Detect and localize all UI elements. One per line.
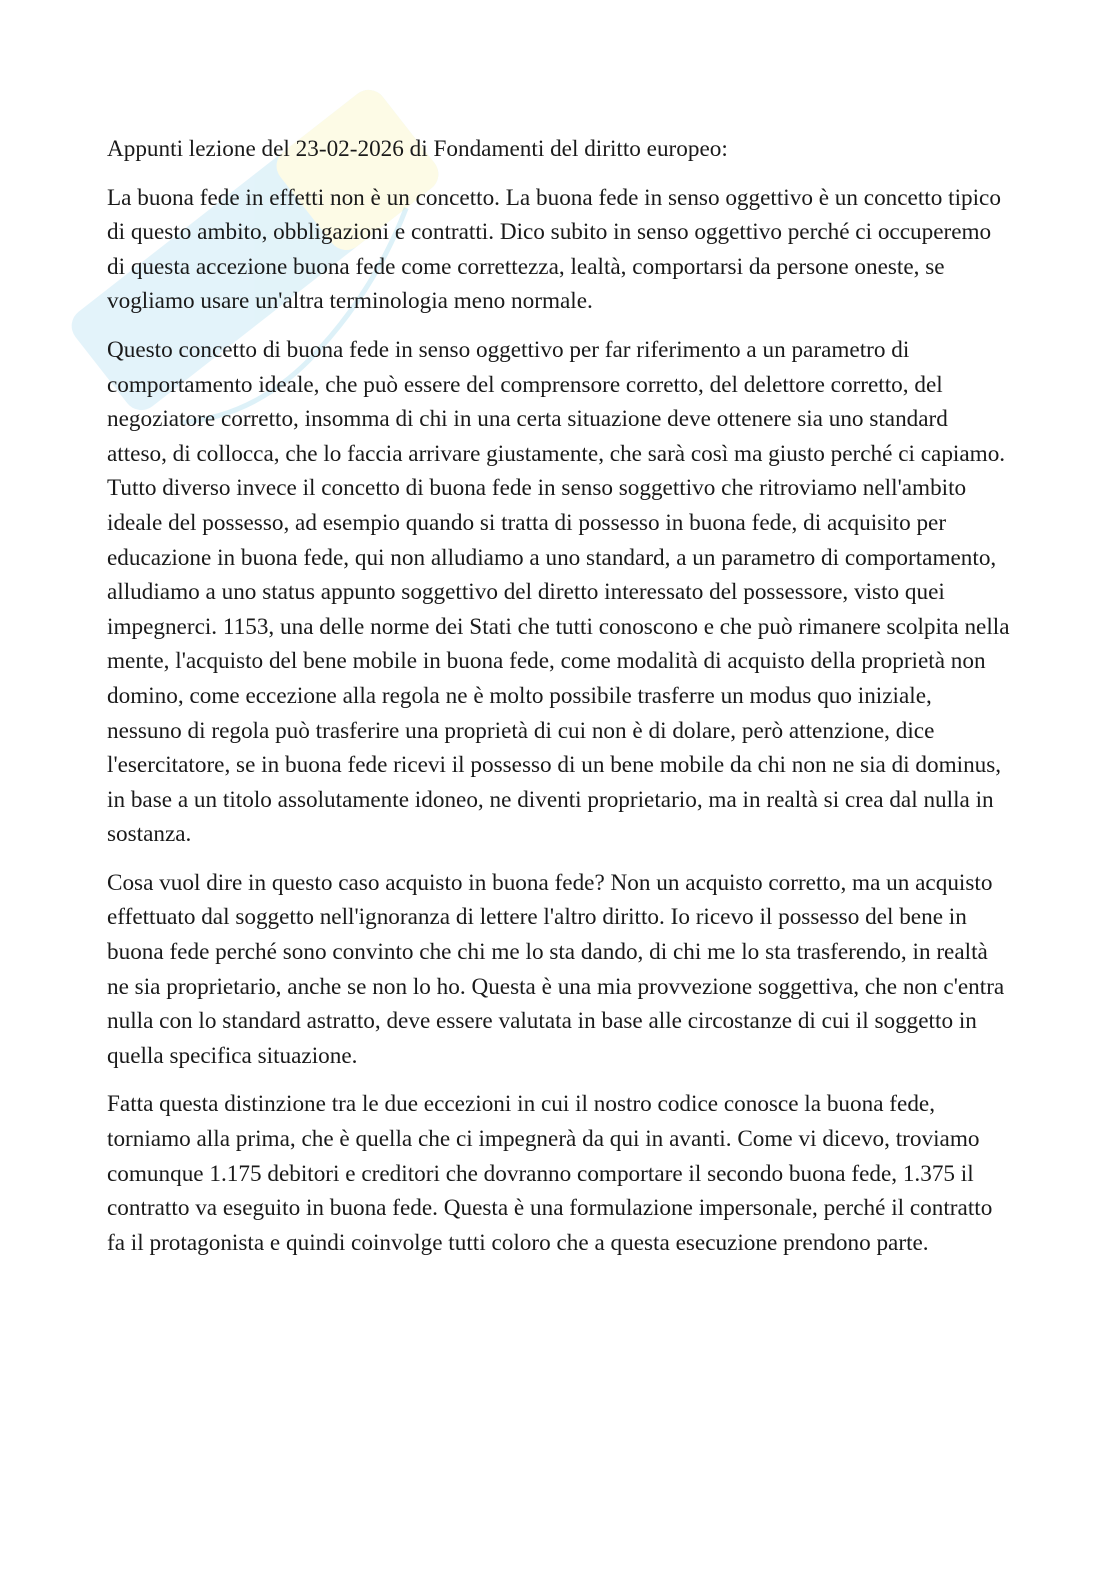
- document-body: [107, 132, 1012, 1274]
- paragraph-1: La buona fede in effetti non è un concetto. La buona fede in senso oggettivo è un concetto tipico di questo ambito, obbligazioni e contratti. Dico subito in senso oggettivo perché ci occuperemo di questa accezione buona fede come correttezza, lealtà, comportarsi da persone oneste, se vogliamo usare un'altra terminologia meno normale.: [107, 184, 1001, 315]
- document-title: Appunti lezione del 23-02-2026 di Fondamenti del diritto europeo:: [107, 136, 728, 162]
- paragraph-2: Questo concetto di buona fede in senso oggettivo per far riferimento a un parametro di comportamento ideale, che può essere del comprensore corretto, del delettore corretto, del negoziatore corretto, insomma di chi in una certa situazione deve ottenere sia uno standard atteso, di collocca, che lo faccia arrivare giustamente, che sarà così ma giusto perché ci capiamo. Tutto diverso invece il concetto di buona fede in senso soggettivo che ritroviamo nell'ambito ideale del possesso, ad esempio quando si tratta di possesso in buona fede, di acquisito per educazione in buona fede, qui non alludiamo a uno standard, a un parametro di comportamento, alludiamo a uno status appunto soggettivo del diretto interessato del possessore, visto quei impegnerci. 1153, una delle norme dei Stati che tutti conoscono e che può rimanere scolpita nella mente, l'acquisto del bene mobile in buona fede, come modalità di acquisto della proprietà non domino, come eccezione alla regola ne è molto possibile trasferre un modus quo iniziale, nessuno di regola può trasferire una proprietà di cui non è di dolare, però attenzione, dice l'esercitatore, se in buona fede ricevi il possesso di un bene mobile da chi non ne sia di dominus, in base a un titolo assolutamente idoneo, ne diventi proprietario, ma in realtà si crea dal nulla in sostanza.: [107, 336, 1010, 848]
- paragraph-3: Cosa vuol dire in questo caso acquisto in buona fede? Non un acquisto corretto, ma un acquisto effettuato dal soggetto nell'ignoranza di lettere l'altro diritto. Io ricevo il possesso del bene in buona fede perché sono convinto che chi me lo sta dando, di chi me lo sta trasferendo, in realtà ne sia proprietario, anche se non lo ho. Questa è una mia provvezione soggettiva, che non c'entra nulla con lo standard astratto, deve essere valutata in base alle circostanze di cui il soggetto in quella specifica situazione.: [107, 869, 1005, 1069]
- paragraph-4: Fatta questa distinzione tra le due eccezioni in cui il nostro codice conosce la buona fede, torniamo alla prima, che è quella che ci impegnerà da qui in avanti. Come vi dicevo, troviamo comunque 1.175 debitori e creditori che dovranno comportare il secondo buona fede, 1.375 il contratto va eseguito in buona fede. Questa è una formulazione impersonale, perché il contratto fa il protagonista e quindi coinvolge tutti coloro che a questa esecuzione prendono parte.: [107, 1091, 993, 1256]
